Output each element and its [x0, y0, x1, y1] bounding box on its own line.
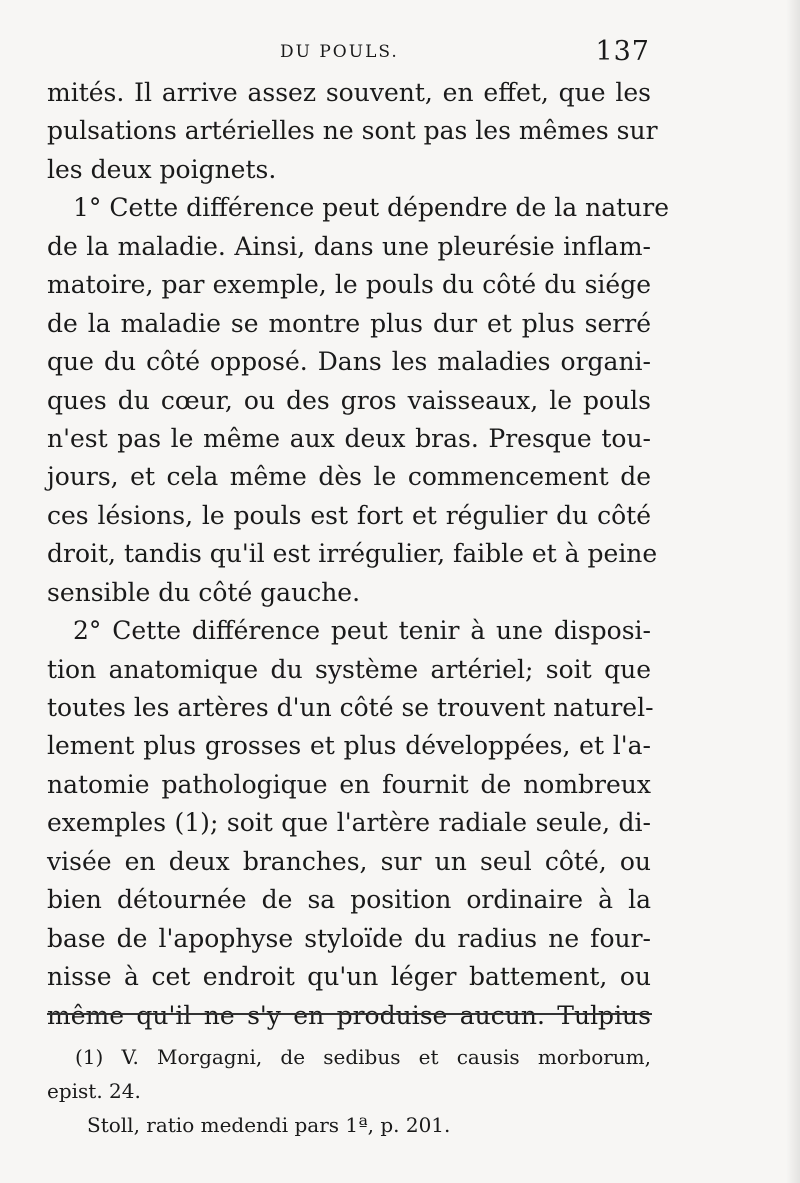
text-line: 2° Cette différence peut tenir à une disposi-	[73, 616, 651, 646]
text-line: de la maladie. Ainsi, dans une pleurésie inflam-	[47, 231, 651, 261]
page-number: 137	[595, 36, 650, 67]
text-line: ces lésions, le pouls est fort et régulier du côté	[47, 500, 651, 530]
footnote-rule	[47, 1013, 652, 1015]
footnote-line: (1) V. Morgagni, de sedibus et causis morborum,	[75, 1045, 651, 1069]
footnotes	[47, 1040, 651, 1142]
text-line: lement plus grosses et plus développées, et l'a-	[47, 731, 651, 761]
text-line: exemples (1); soit que l'artère radiale seule, di-	[47, 808, 651, 838]
text-line: natomie pathologique en fournit de nombreux	[47, 769, 651, 799]
text-line: nisse à cet endroit qu'un léger battement, ou	[47, 962, 651, 992]
text-line: toutes les artères d'un côté se trouvent naturel-	[47, 693, 654, 722]
text-line: droit, tandis qu'il est irrégulier, faible et à peine	[47, 539, 658, 569]
text-line: matoire, par exemple, le pouls du côté du siége	[47, 270, 651, 300]
text-line: 1° Cette différence peut dépendre de la nature	[73, 193, 670, 223]
text-line: que du côté opposé. Dans les maladies organi-	[47, 347, 651, 377]
running-head	[50, 36, 650, 66]
text-line: n'est pas le même aux deux bras. Presque tou-	[47, 423, 651, 453]
footnote-line: Stoll, ratio medendi pars 1ª, p. 201.	[87, 1113, 451, 1137]
text-line: tion anatomique du système artériel; soit que	[47, 654, 651, 684]
text-line: les deux poignets.	[47, 154, 277, 184]
text-line: mités. Il arrive assez souvent, en effet, que les	[47, 78, 651, 107]
body-text	[47, 74, 670, 1035]
text-line: pulsations artérielles ne sont pas les mêmes sur	[47, 116, 658, 146]
text-line: sensible du côté gauche.	[47, 577, 361, 607]
text-line: visée en deux branches, sur un seul côté, ou	[47, 846, 651, 876]
footnote-line: epist. 24.	[47, 1079, 141, 1103]
text-line: de la maladie se montre plus dur et plus serré	[47, 308, 651, 338]
page-edge-shadow	[786, 0, 800, 1183]
text-line: ques du cœur, ou des gros vaisseaux, le pouls	[47, 385, 651, 415]
text-line: même qu'il ne s'y en produise aucun. Tulpius	[47, 1000, 651, 1030]
text-line: jours, et cela même dès le commencement de	[47, 462, 651, 492]
text-line: base de l'apophyse styloïde du radius ne four-	[47, 923, 651, 953]
running-head-title: DU POULS.	[280, 42, 399, 62]
text-line: bien détournée de sa position ordinaire à la	[47, 885, 651, 915]
